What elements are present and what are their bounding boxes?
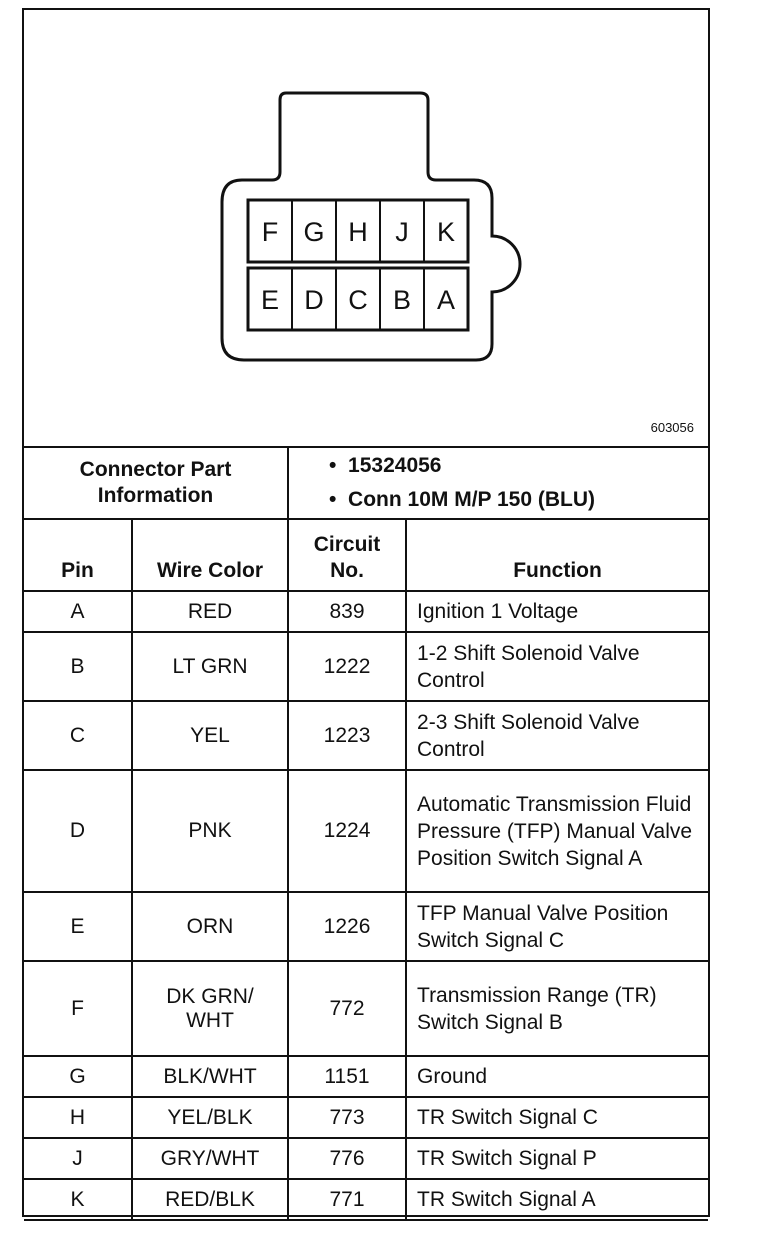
connector-diagram-area bbox=[24, 10, 708, 448]
wire-color-cell: ORN bbox=[132, 892, 288, 961]
table-row bbox=[24, 961, 708, 1056]
circuit-cell: 1226 bbox=[288, 892, 406, 961]
wire-color-cell: LT GRN bbox=[132, 632, 288, 701]
function-cell: Ignition 1 Voltage bbox=[406, 591, 708, 632]
function-cell: Ground bbox=[406, 1056, 708, 1097]
table-row bbox=[24, 632, 708, 701]
wire-color-cell: BLK/WHT bbox=[132, 1056, 288, 1097]
wire-color-cell: RED bbox=[132, 591, 288, 632]
wire-color-cell: PNK bbox=[132, 770, 288, 892]
connector-type-bullet: • Conn 10M M/P 150 (BLU) bbox=[329, 488, 596, 511]
figure-id: 603056 bbox=[650, 420, 694, 435]
header-wire-color: Wire Color bbox=[132, 519, 288, 591]
table-row bbox=[24, 591, 708, 632]
connector-diagram bbox=[24, 10, 708, 446]
pin-label-e: E bbox=[260, 285, 280, 315]
top-pin-row bbox=[248, 200, 468, 262]
table-row bbox=[24, 892, 708, 961]
table-row bbox=[24, 1138, 708, 1179]
part-info-row bbox=[24, 447, 708, 519]
pin-cell: G bbox=[24, 1056, 132, 1097]
table-row bbox=[24, 1056, 708, 1097]
pin-cell: K bbox=[24, 1179, 132, 1220]
function-cell: TR Switch Signal C bbox=[406, 1097, 708, 1138]
pin-cell: D bbox=[24, 770, 132, 892]
wire-color-cell: YEL/BLK bbox=[132, 1097, 288, 1138]
pin-label-h: H bbox=[348, 217, 368, 247]
function-cell: Automatic Transmission Fluid Pressure (TFP) Manual Valve Position Switch Signal A bbox=[406, 770, 708, 892]
wire-color-cell: YEL bbox=[132, 701, 288, 770]
pin-label-c: C bbox=[348, 285, 368, 315]
header-circuit-no: Circuit No. bbox=[288, 519, 406, 591]
circuit-cell: 1222 bbox=[288, 632, 406, 701]
pin-cell: F bbox=[24, 961, 132, 1056]
circuit-cell: 1223 bbox=[288, 701, 406, 770]
part-number: 15324056 bbox=[348, 454, 442, 477]
table-row bbox=[24, 1097, 708, 1138]
wire-color-cell: DK GRN/ WHT bbox=[132, 961, 288, 1056]
header-pin: Pin bbox=[24, 519, 132, 591]
pin-label-j: J bbox=[395, 217, 409, 247]
circuit-cell: 839 bbox=[288, 591, 406, 632]
wire-color-cell: GRY/WHT bbox=[132, 1138, 288, 1179]
circuit-cell: 771 bbox=[288, 1179, 406, 1220]
pin-cell: E bbox=[24, 892, 132, 961]
pin-label-f: F bbox=[261, 217, 279, 247]
part-info-bullets bbox=[288, 447, 708, 519]
function-cell: TR Switch Signal P bbox=[406, 1138, 708, 1179]
table-row bbox=[24, 770, 708, 892]
pin-cell: B bbox=[24, 632, 132, 701]
pin-cell: J bbox=[24, 1138, 132, 1179]
connector-type: Conn 10M M/P 150 (BLU) bbox=[348, 488, 596, 511]
function-cell: TFP Manual Valve Position Switch Signal C bbox=[406, 892, 708, 961]
part-number-bullet: • 15324056 bbox=[329, 454, 442, 477]
function-cell: 1-2 Shift Solenoid Valve Control bbox=[406, 632, 708, 701]
pin-label-b: B bbox=[392, 285, 412, 315]
pin-cell: C bbox=[24, 701, 132, 770]
header-function: Function bbox=[406, 519, 708, 591]
function-cell: 2-3 Shift Solenoid Valve Control bbox=[406, 701, 708, 770]
part-info-label: Connector Part Information bbox=[24, 447, 288, 519]
pin-label-d: D bbox=[304, 285, 324, 315]
circuit-cell: 773 bbox=[288, 1097, 406, 1138]
function-cell: Transmission Range (TR) Switch Signal B bbox=[406, 961, 708, 1056]
pin-label-k: K bbox=[436, 217, 456, 247]
table-row bbox=[24, 1179, 708, 1220]
wire-color-cell: RED/BLK bbox=[132, 1179, 288, 1220]
table-header-row bbox=[24, 519, 708, 591]
pinout-table bbox=[24, 446, 708, 1221]
circuit-cell: 1224 bbox=[288, 770, 406, 892]
bottom-pin-row bbox=[248, 268, 468, 330]
pin-label-a: A bbox=[436, 285, 456, 315]
pin-cell: H bbox=[24, 1097, 132, 1138]
table-row bbox=[24, 701, 708, 770]
circuit-cell: 776 bbox=[288, 1138, 406, 1179]
function-cell: TR Switch Signal A bbox=[406, 1179, 708, 1220]
circuit-cell: 1151 bbox=[288, 1056, 406, 1097]
pin-label-g: G bbox=[303, 217, 325, 247]
connector-sheet bbox=[22, 8, 710, 1217]
pin-cell: A bbox=[24, 591, 132, 632]
circuit-cell: 772 bbox=[288, 961, 406, 1056]
